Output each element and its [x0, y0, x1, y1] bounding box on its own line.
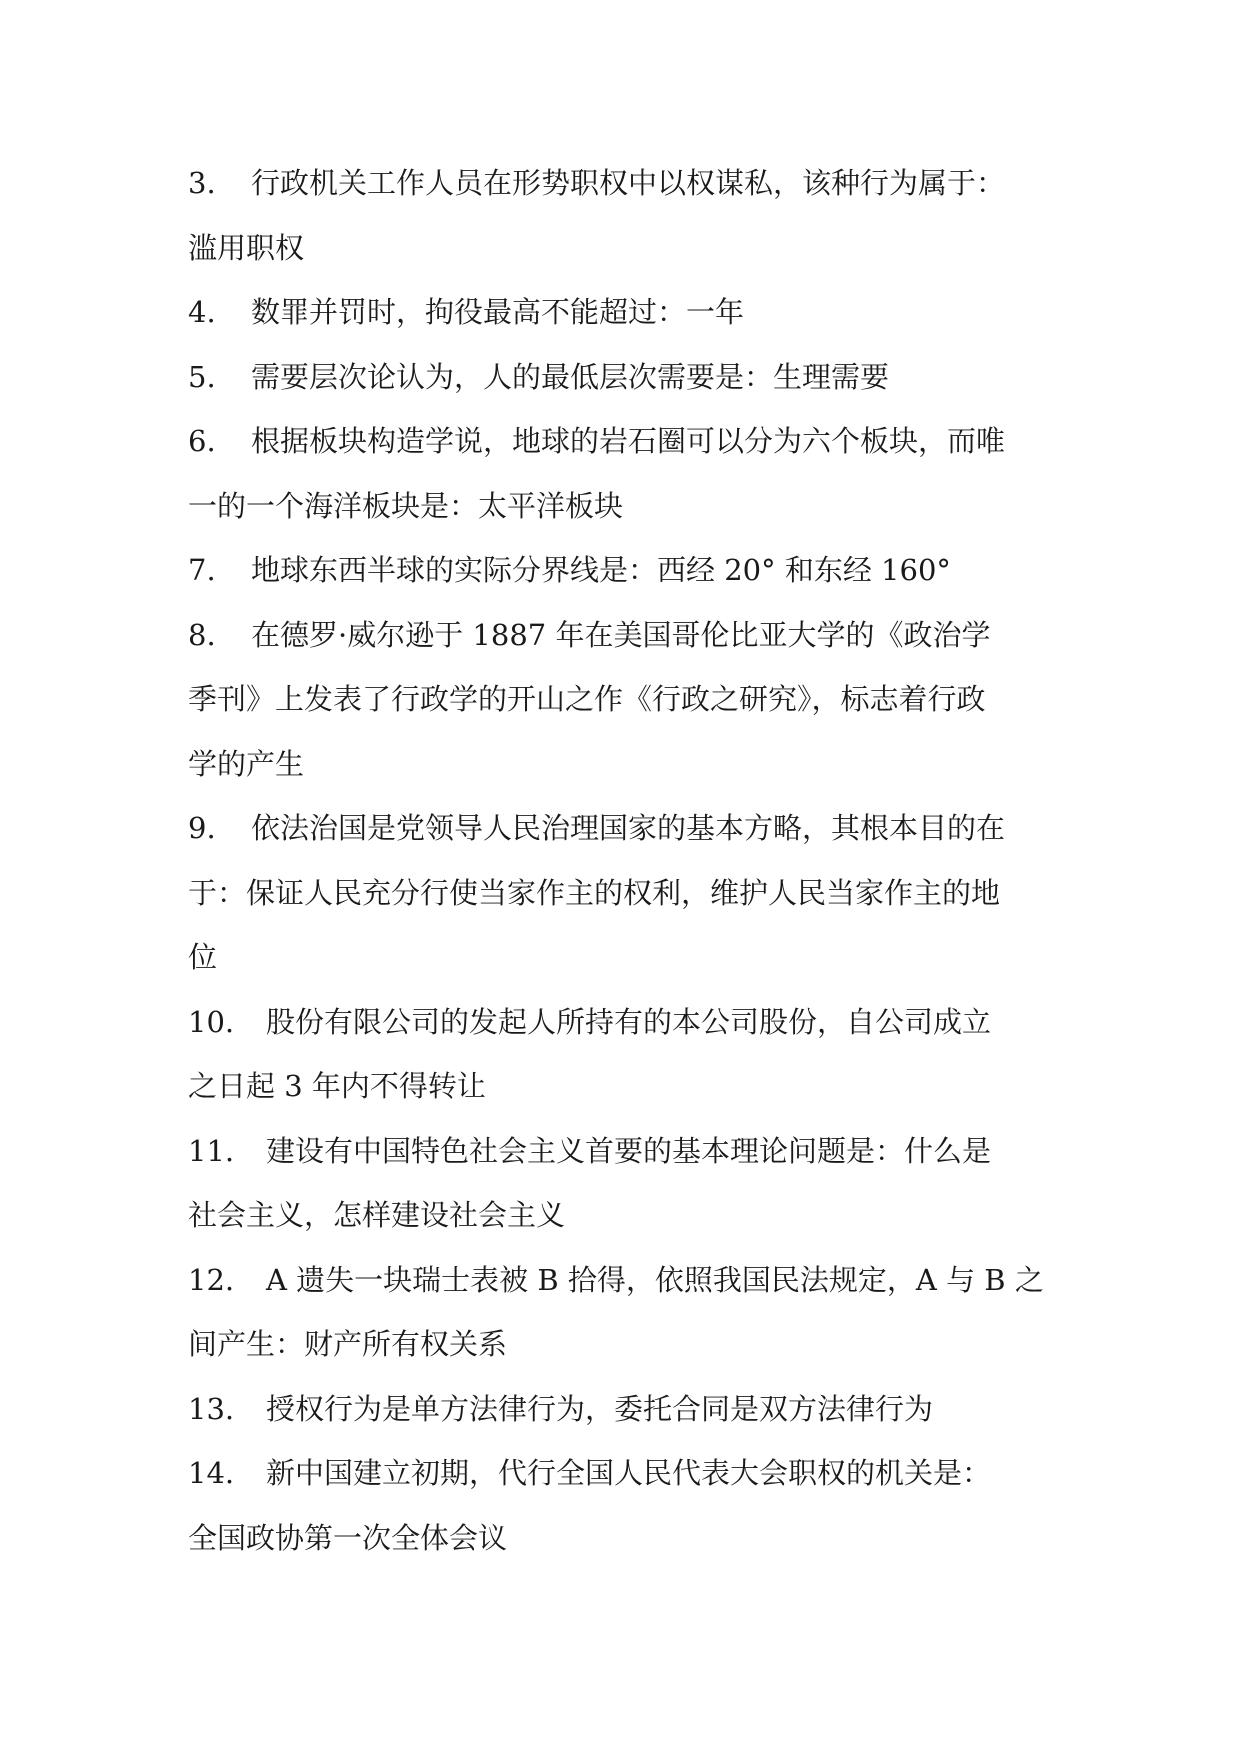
item-text: 股份有限公司的发起人所持有的本公司股份，自公司成立	[266, 1004, 992, 1039]
item-text: 需要层次论认为，人的最低层次需要是：生理需要	[251, 359, 890, 394]
list-item	[188, 280, 1053, 345]
item-text: 于：保证人民充分行使当家作主的权利，维护人民当家作主的地	[188, 875, 1001, 910]
item-text: 地球东西半球的实际分界线是：西经 20° 和东经 160°	[251, 553, 951, 587]
item-number: 14.	[188, 1456, 235, 1490]
text-line	[188, 409, 1053, 474]
list-item	[188, 1377, 1053, 1442]
item-text: 行政机关工作人员在形势职权中以权谋私，该种行为属于：	[251, 166, 1006, 200]
item-text: 一的一个海洋板块是：太平洋板块	[188, 488, 624, 523]
item-text: 社会主义，怎样建设社会主义	[188, 1198, 566, 1232]
list-item	[188, 538, 1053, 603]
text-line	[188, 732, 1053, 797]
item-text: 间产生：财产所有权关系	[188, 1327, 508, 1361]
item-number: 9.	[188, 811, 216, 845]
item-number: 4.	[188, 295, 216, 329]
text-line	[188, 603, 1053, 668]
text-line	[188, 667, 1053, 732]
list-item	[188, 1119, 1053, 1248]
item-text: 依法治国是党领导人民治理国家的基本方略，其根本目的在	[251, 811, 1006, 845]
list-item	[188, 1248, 1053, 1377]
text-line	[188, 345, 1053, 410]
item-text: 根据板块构造学说，地球的岩石圈可以分为六个板块，而唯	[251, 424, 1006, 458]
list-item	[188, 409, 1053, 538]
item-text: 季刊》上发表了行政学的开山之作《行政之研究》，标志着行政	[188, 682, 986, 716]
item-text: 授权行为是单方法律行为，委托合同是双方法律行为	[266, 1391, 934, 1426]
item-text: 学的产生	[188, 746, 305, 781]
item-text: 全国政协第一次全体会议	[188, 1520, 508, 1555]
text-line	[188, 1248, 1053, 1313]
item-text: A 遗失一块瑞士表被 B 拾得，依照我国民法规定，A 与 B 之	[266, 1262, 1044, 1297]
text-line	[188, 1377, 1053, 1442]
item-text: 位	[188, 940, 218, 974]
text-line	[188, 796, 1053, 861]
list-item	[188, 1441, 1053, 1570]
item-number: 7.	[188, 553, 216, 587]
item-text: 滥用职权	[188, 230, 305, 265]
text-line	[188, 1054, 1053, 1119]
item-number: 11.	[188, 1133, 235, 1168]
list-item	[188, 603, 1053, 797]
item-number: 10.	[188, 1004, 235, 1039]
list-item	[188, 796, 1053, 990]
list-item	[188, 345, 1053, 410]
item-number: 12.	[188, 1262, 235, 1297]
text-line	[188, 474, 1053, 539]
item-number: 8.	[188, 617, 216, 652]
item-text: 建设有中国特色社会主义首要的基本理论问题是：什么是	[266, 1133, 992, 1168]
item-number: 5.	[188, 359, 216, 394]
text-line	[188, 151, 1053, 216]
text-line	[188, 861, 1053, 926]
item-text: 数罪并罚时，拘役最高不能超过：一年	[251, 295, 745, 329]
text-line	[188, 990, 1053, 1055]
text-line	[188, 216, 1053, 281]
item-number: 13.	[188, 1391, 235, 1426]
list-item	[188, 990, 1053, 1119]
text-line	[188, 1506, 1053, 1571]
item-number: 3.	[188, 166, 216, 200]
item-number: 6.	[188, 424, 216, 458]
text-line	[188, 1312, 1053, 1377]
item-text: 之日起 3 年内不得转让	[188, 1069, 486, 1103]
text-line	[188, 1119, 1053, 1184]
item-text: 新中国建立初期，代行全国人民代表大会职权的机关是：	[266, 1456, 992, 1490]
text-line	[188, 925, 1053, 990]
item-text: 在德罗·威尔逊于 1887 年在美国哥伦比亚大学的《政治学	[251, 617, 991, 652]
text-line	[188, 1441, 1053, 1506]
text-line	[188, 1183, 1053, 1248]
text-line	[188, 538, 1053, 603]
list-item	[188, 151, 1053, 280]
text-line	[188, 280, 1053, 345]
document-body	[188, 151, 1053, 1570]
